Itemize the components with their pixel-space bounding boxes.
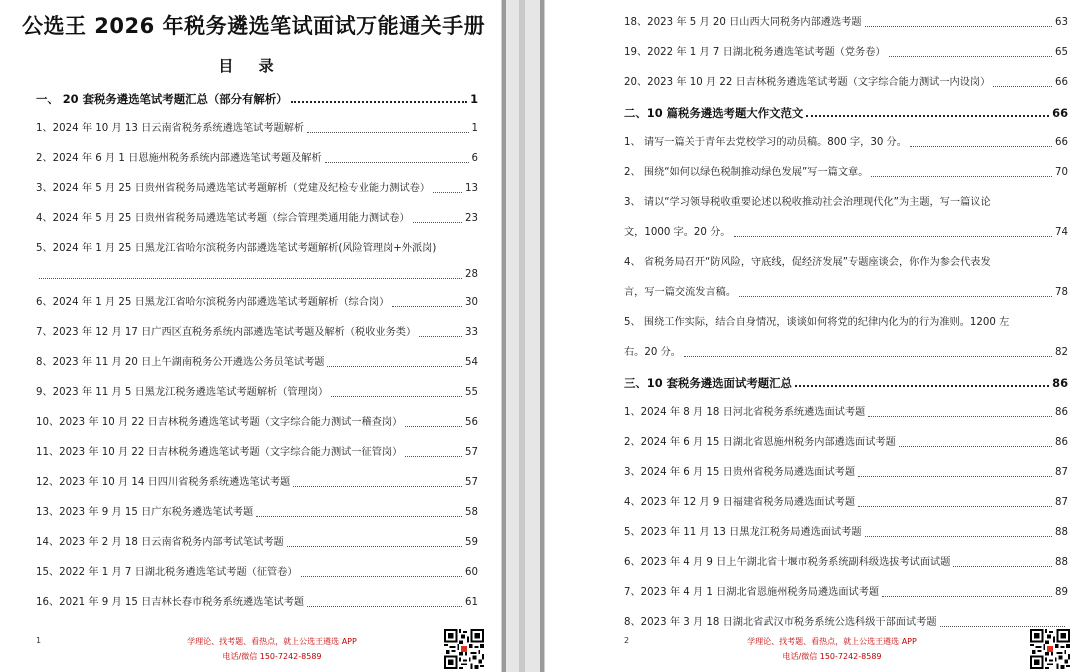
toc-heading: 目 录	[218, 57, 284, 75]
toc-page-number: 87	[1055, 497, 1068, 508]
interview-entry[interactable]	[624, 490, 1068, 510]
toc-entry-text: 6、2024 年 1 月 25 日黑龙江省哈尔滨税务内部遴选笔试考题解析（综合岗）	[36, 297, 390, 308]
dot-leader	[413, 222, 462, 223]
toc-page-number: 66	[1055, 77, 1068, 88]
essay-entry[interactable]	[624, 310, 1068, 330]
dot-leader	[325, 162, 469, 163]
toc-entry[interactable]	[624, 40, 1068, 60]
interview-entry[interactable]	[624, 400, 1068, 420]
toc-entry[interactable]	[36, 116, 478, 136]
toc-entry[interactable]	[624, 10, 1068, 30]
toc-page-number: 1	[471, 123, 478, 134]
toc-entry-text: 4、2023 年 12 月 9 日福建省税务局遴选面试考题	[624, 497, 856, 508]
dot-leader	[433, 192, 462, 193]
footer-promo	[712, 634, 952, 664]
essay-entry-continuation[interactable]	[624, 280, 1068, 300]
toc-entry-text: 1、 请写一篇关于青年去党校学习的动员稿。800 字，30 分。	[624, 137, 907, 148]
page-gutter-left	[502, 0, 506, 672]
footer-contact-line: 电话/微信 150-7242-8589	[222, 652, 322, 661]
dot-leader	[39, 278, 462, 279]
toc-entry-text: 8、2023 年 3 月 18 日湖北省武汉市税务系统公选科级干部面试考题	[624, 617, 937, 628]
toc-page-number: 56	[465, 417, 478, 428]
toc-entry-text: 16、2021 年 9 月 15 日吉林长春市税务系统遴选笔试考题	[36, 597, 305, 608]
toc-entry-text: 4、2024 年 5 月 25 日贵州省税务局遴选笔试考题（综合管理类通用能力测试卷）	[36, 213, 410, 224]
toc-page-number: 78	[1055, 287, 1068, 298]
footer-promo-line: 学理论、找考题、看热点，就上公选王遴选 APP	[747, 637, 917, 646]
toc-section-label: 一、 20 套税务遴选笔试考题汇总（部分有解析）	[36, 92, 288, 106]
dot-leader	[858, 506, 1052, 507]
toc-entry[interactable]	[36, 560, 478, 580]
toc-entry-text: 1、2024 年 8 月 18 日河北省税务系统遴选面试考题	[624, 407, 866, 418]
toc-page-number: 86	[1055, 437, 1068, 448]
interview-entry[interactable]	[624, 460, 1068, 480]
toc-page-number: 89	[1055, 587, 1068, 598]
toc-entry[interactable]	[36, 320, 478, 340]
toc-entry[interactable]	[36, 530, 478, 550]
vertical-scrollbar[interactable]	[519, 0, 525, 672]
toc-section-3[interactable]	[624, 370, 1068, 390]
toc-entry[interactable]	[36, 410, 478, 430]
dot-leader	[865, 536, 1053, 537]
toc-page-number: 66	[1052, 106, 1068, 120]
toc-page-number: 65	[1055, 47, 1068, 58]
toc-entry-continuation[interactable]	[36, 262, 478, 282]
toc-entry-text: 5、2024 年 1 月 25 日黑龙江省哈尔滨税务内部遴选笔试考题解析(风险管理岗+外派岗)	[36, 243, 437, 254]
toc-entry[interactable]	[624, 70, 1068, 90]
toc-entry-text: 1、2024 年 10 月 13 日云南省税务系统遴选笔试考题解析	[36, 123, 305, 134]
dot-leader	[739, 296, 1052, 297]
toc-entry-text: 2、2024 年 6 月 1 日恩施州税务系统内部遴选笔试考题及解析	[36, 153, 322, 164]
toc-entry-text: 2、2024 年 6 月 15 日湖北省恩施州税务内部遴选面试考题	[624, 437, 896, 448]
toc-entry[interactable]	[36, 206, 478, 226]
toc-entry-text: 3、 请以“学习领导税收重要论述以税收推动社会治理现代化”为主题，写一篇议论	[624, 197, 991, 208]
dot-leader	[293, 486, 462, 487]
toc-entry[interactable]	[36, 290, 478, 310]
toc-page-number: 58	[465, 507, 478, 518]
toc-section-1[interactable]	[36, 86, 478, 106]
toc-entry[interactable]	[36, 146, 478, 166]
toc-page-number: 59	[465, 537, 478, 548]
dot-leader	[865, 26, 1053, 27]
toc-entry-text: 13、2023 年 9 月 15 日广东税务遴选笔试考题	[36, 507, 254, 518]
toc-entry[interactable]	[36, 350, 478, 370]
toc-entry-text: 5、2023 年 11 月 13 日黑龙江税务局遴选面试考题	[624, 527, 862, 538]
toc-entry-text: 14、2023 年 2 月 18 日云南省税务内部考试笔试考题	[36, 537, 284, 548]
qr-code-image	[444, 629, 484, 669]
toc-entry-text: 言，写一篇交流发言稿。	[624, 287, 737, 298]
toc-section-label: 二、10 篇税务遴选考题大作文范文	[624, 106, 804, 120]
toc-entry-text: 右。20 分。	[624, 347, 681, 358]
toc-entry-text: 10、2023 年 10 月 22 日吉林税务遴选笔试考题（文字综合能力测试一稽查岗）	[36, 417, 403, 428]
dot-leader	[940, 626, 1065, 627]
toc-entry-text: 18、2023 年 5 月 20 日山西大同税务内部遴选考题	[624, 17, 862, 28]
dot-leader	[256, 516, 462, 517]
toc-entry-text: 5、 围绕工作实际，结合自身情况，谈谈如何将党的纪律内化为的行为准则。1200 左	[624, 317, 1010, 328]
toc-entry-text: 文，1000 字。20 分。	[624, 227, 731, 238]
page-number: 2	[624, 636, 630, 645]
document-title: 公选王 2026 年税务遴选笔试面试万能通关手册	[22, 14, 486, 38]
dot-leader	[899, 446, 1052, 447]
toc-entry-text: 9、2023 年 11 月 5 日黑龙江税务遴选笔试考题解析（管理岗）	[36, 387, 329, 398]
toc-entry-text: 8、2023 年 11 月 20 日上午湖南税务公开遴选公务员笔试考题	[36, 357, 325, 368]
toc-page-number: 87	[1055, 467, 1068, 478]
toc-entry-text: 7、2023 年 4 月 1 日湖北省恩施州税务局遴选面试考题	[624, 587, 880, 598]
toc-entry-text: 6、2023 年 4 月 9 日上午湖北省十堰市税务系统副科级选拔考试面试题	[624, 557, 951, 568]
toc-page-number: 60	[465, 567, 478, 578]
dot-leader	[858, 476, 1052, 477]
toc-entry-text: 4、 省税务局召开“防风险，守底线，促经济发展”专题座谈会，你作为参会代表发	[624, 257, 991, 268]
toc-page-number: 6	[471, 153, 478, 164]
essay-entry[interactable]	[624, 130, 1068, 150]
toc-entry-text: 2、 围绕“如何以绿色税制推动绿色发展”写一篇文章。	[624, 167, 869, 178]
interview-entry[interactable]	[624, 520, 1068, 540]
toc-entry-text: 7、2023 年 12 月 17 日广西区直税务系统内部遴选笔试考题及解析（税收业务类）	[36, 327, 417, 338]
toc-page-number: 1	[470, 92, 478, 106]
toc-entry-text: 20、2023 年 10 月 22 日吉林税务遴选笔试考题（文字综合能力测试一内设岗）	[624, 77, 991, 88]
footer-contact-line: 电话/微信 150-7242-8589	[782, 652, 882, 661]
dot-leader	[392, 306, 462, 307]
toc-page-number: 57	[465, 447, 478, 458]
toc-page-number: 63	[1055, 17, 1068, 28]
dot-leader	[301, 576, 462, 577]
toc-entry[interactable]	[36, 590, 478, 610]
toc-entry-text: 19、2022 年 1 月 7 日湖北税务遴选笔试考题（党务卷）	[624, 47, 886, 58]
toc-page-number: 13	[465, 183, 478, 194]
toc-page-number: 88	[1055, 527, 1068, 538]
dot-leader	[307, 132, 468, 133]
toc-page-number: 28	[465, 269, 478, 280]
interview-entry[interactable]	[624, 430, 1068, 450]
toc-entry[interactable]	[36, 176, 478, 196]
qr-code-image	[1030, 629, 1070, 669]
dot-leader	[871, 176, 1052, 177]
dot-leader	[405, 456, 462, 457]
dot-leader	[405, 426, 462, 427]
dot-leader	[868, 416, 1052, 417]
footer-promo-line: 学理论、找考题、看热点，就上公选王遴选 APP	[187, 637, 357, 646]
toc-page-number: 66	[1055, 137, 1068, 148]
toc-page-number: 74	[1055, 227, 1068, 238]
toc-page-number: 57	[465, 477, 478, 488]
dot-leader	[953, 566, 1052, 567]
toc-page-number: 86	[1055, 407, 1068, 418]
dot-leader	[291, 101, 467, 103]
dot-leader	[331, 396, 462, 397]
essay-entry-continuation[interactable]	[624, 340, 1068, 360]
toc-page-number: 23	[465, 213, 478, 224]
essay-entry[interactable]	[624, 250, 1068, 270]
toc-entry-text: 15、2022 年 1 月 7 日湖北税务遴选笔试考题（征管卷）	[36, 567, 298, 578]
essay-entry[interactable]	[624, 190, 1068, 210]
toc-page-number: 70	[1055, 167, 1068, 178]
dot-leader	[889, 56, 1052, 57]
toc-entry[interactable]	[36, 470, 478, 490]
dot-leader	[734, 236, 1053, 237]
toc-page-number: 82	[1055, 347, 1068, 358]
dot-leader	[795, 385, 1049, 387]
toc-entry[interactable]	[36, 440, 478, 460]
toc-entry-text: 3、2024 年 6 月 15 日贵州省税务局遴选面试考题	[624, 467, 856, 478]
interview-entry[interactable]	[624, 610, 1068, 630]
dot-leader	[419, 336, 462, 337]
toc-page-number: 30	[465, 297, 478, 308]
toc-entry-text: 3、2024 年 5 月 25 日贵州省税务局遴选笔试考题解析（党建及纪检专业能力测试卷）	[36, 183, 431, 194]
toc-entry-text: 12、2023 年 10 月 14 日四川省税务系统遴选笔试考题	[36, 477, 291, 488]
dot-leader	[307, 606, 462, 607]
page-number: 1	[36, 636, 42, 645]
dot-leader	[882, 596, 1052, 597]
toc-section-label: 三、10 套税务遴选面试考题汇总	[624, 376, 792, 390]
essay-entry[interactable]	[624, 160, 1068, 180]
dot-leader	[910, 146, 1052, 147]
toc-entry-text: 11、2023 年 10 月 22 日吉林税务遴选笔试考题（文字综合能力测试一征管岗）	[36, 447, 403, 458]
footer-promo	[152, 634, 392, 664]
dot-leader	[327, 366, 462, 367]
toc-page-number: 33	[465, 327, 478, 338]
essay-entry-continuation[interactable]	[624, 220, 1068, 240]
toc-page-number: 55	[465, 387, 478, 398]
interview-entry[interactable]	[624, 550, 1068, 570]
toc-entry[interactable]	[36, 500, 478, 520]
dot-leader	[287, 546, 462, 547]
toc-page-number: 88	[1055, 557, 1068, 568]
dot-leader	[993, 86, 1052, 87]
dot-leader	[684, 356, 1052, 357]
toc-entry[interactable]	[36, 380, 478, 400]
dot-leader	[806, 115, 1049, 117]
toc-page-number: 86	[1052, 376, 1068, 390]
toc-entry[interactable]	[36, 236, 478, 256]
toc-page-number: 54	[465, 357, 478, 368]
interview-entry[interactable]	[624, 580, 1068, 600]
toc-section-2[interactable]	[624, 100, 1068, 120]
toc-page-number: 61	[465, 597, 478, 608]
